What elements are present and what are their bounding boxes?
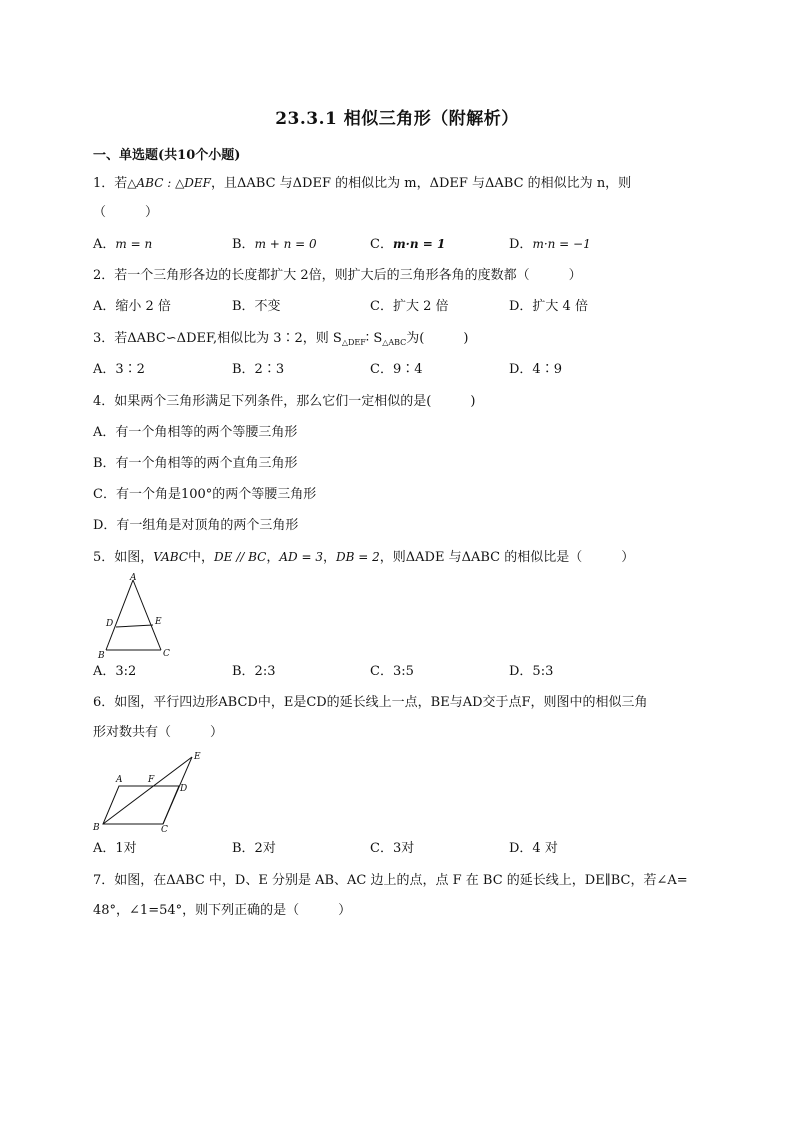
label-c: C [161,825,168,835]
label-e: E [155,617,162,627]
q4-option-d: D．有一组角是对顶角的两个三角形 [93,518,299,533]
q3-option-a: A．3∶2 [93,362,145,377]
label-f: F [148,775,155,785]
q6-option-b: B．2对 [232,841,276,856]
question-2-text: 2．若一个三角形各边的长度都扩大 2倍，则扩大后的三角形各角的度数都（ ） [93,268,582,283]
label-a: A [116,775,123,785]
triangle-figure [96,572,186,660]
q1-option-b: B．m + n = 0 [232,237,317,252]
q4-option-c: C．有一个角是100°的两个等腰三角形 [93,487,317,502]
q1-option-c: C．m·n = 1 [370,237,446,252]
page-title: 23.3.1 相似三角形（附解析） [275,109,519,129]
q2-option-b: B．不变 [232,299,281,314]
q1-option-a: A．m = n [93,237,153,252]
q2-option-d: D．扩大 4 倍 [509,299,588,314]
label-b: B [93,823,100,833]
label-d: D [106,619,114,629]
label-a: A [130,573,137,583]
q5-option-d: D．5:3 [509,664,554,679]
label-d: D [180,784,188,794]
question-7-line-1: 7．如图，在ΔABC 中，D、E 分别是 AB、AC 边上的点，点 F 在 BC 的延长线上，DE∥BC，若∠A= [93,873,688,888]
question-1-paren: （ ） [93,205,159,220]
question-1-text: 1．若△ABC : △DEF，且ΔABC 与ΔDEF 的相似比为 m，ΔDEF 与ΔABC 的相似比为 n，则 [93,176,632,191]
q6-option-c: C．3对 [370,841,415,856]
question-6-line-2: 形对数共有（ ） [93,725,224,740]
q4-option-b: B．有一个角相等的两个直角三角形 [93,456,298,471]
q3-option-c: C．9∶4 [370,362,423,377]
label-e: E [194,752,201,762]
q4-option-a: A．有一个角相等的两个等腰三角形 [93,425,298,440]
question-7-line-2: 48°，∠1=54°，则下列正确的是（ ） [93,903,352,918]
q6-option-d: D．4 对 [509,841,558,856]
question-4-text: 4．如果两个三角形满足下列条件，那么它们一定相似的是( ) [93,394,476,409]
q6-option-a: A．1对 [93,841,137,856]
question-3-text: 3．若ΔABC∽ΔDEF,相似比为 3∶2，则 $S_{\triangle DEF}∶$ $S_{\triangle ABC}$为( ) [93,331,469,347]
q5-option-c: C．3:5 [370,664,414,679]
q3-option-b: B．2∶3 [232,362,285,377]
q1-option-d: D．m·n = −1 [509,237,591,252]
label-c: C [163,649,170,659]
parallelogram-figure [91,748,211,836]
question-5-text: 5．如图，VABC中，DE // BC，AD = 3，DB = 2，则ΔADE 与ΔABC 的相似比是（ ） [93,550,635,565]
q3-option-d: D．4∶9 [509,362,562,377]
question-6-line-1: 6．如图，平行四边形ABCD中，E是CD的延长线上一点，BE与AD交于点F，则图中的相似三角 [93,695,648,710]
q2-option-c: C．扩大 2 倍 [370,299,449,314]
q2-option-a: A．缩小 2 倍 [93,299,171,314]
label-b: B [98,651,105,660]
q5-option-b: B．2:3 [232,664,276,679]
section-heading: 一、单选题(共10个小题) [93,148,241,163]
q5-option-a: A．3:2 [93,664,137,679]
